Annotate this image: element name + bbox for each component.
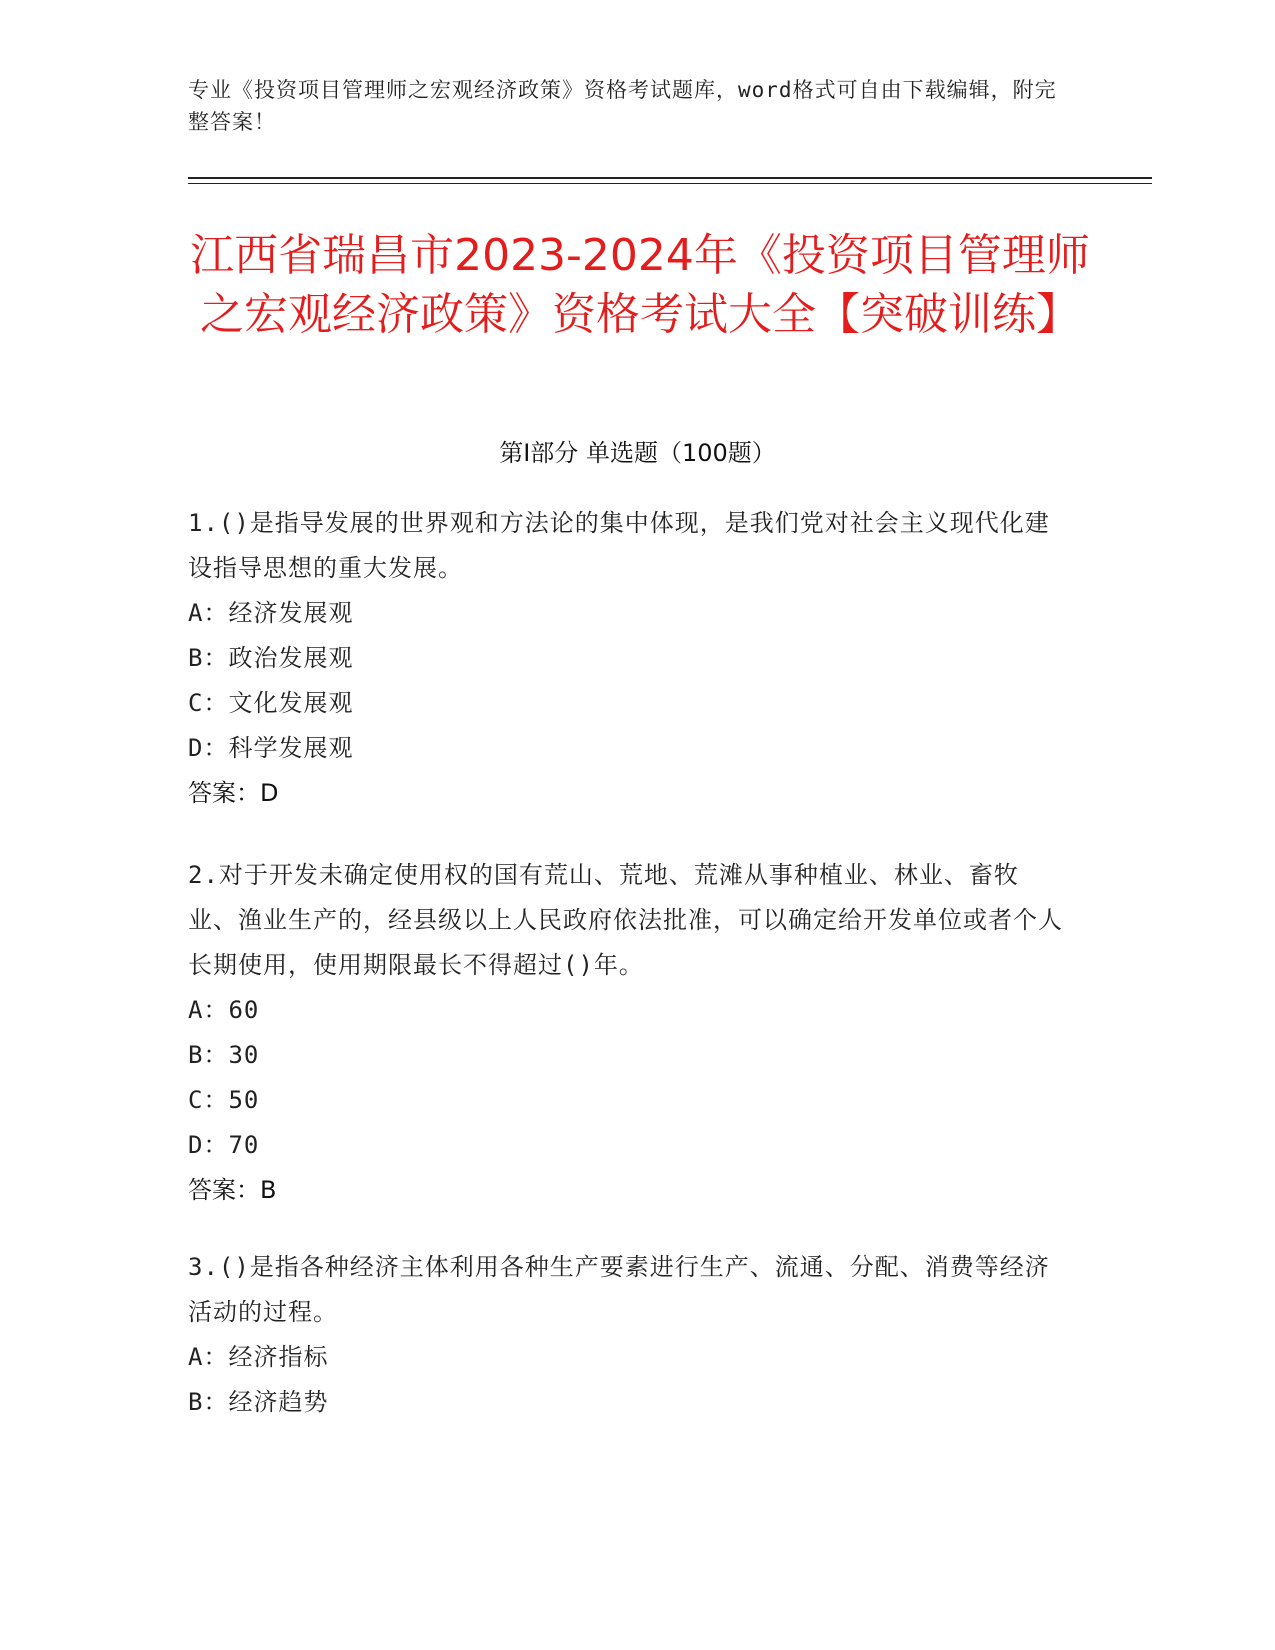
option-b: B：经济趋势: [188, 1388, 329, 1416]
question-3: [188, 1245, 1068, 1425]
option-a: A：经济发展观: [188, 599, 354, 627]
option-c: C：50: [188, 1086, 260, 1114]
option-d: D：科学发展观: [188, 734, 354, 762]
header-divider-thin: [188, 183, 1152, 184]
option-d: D：70: [188, 1131, 260, 1159]
option-a: A：经济指标: [188, 1343, 329, 1371]
question-2: [188, 853, 1068, 1213]
question-stem: 2.对于开发未确定使用权的国有荒山、荒地、荒滩从事种植业、林业、畜牧业、渔业生产的，经县级以上人民政府依法批准，可以确定给开发单位或者个人长期使用，使用期限最长不得超过()年。: [188, 861, 1063, 979]
option-c: C：文化发展观: [188, 689, 354, 717]
option-b: B：30: [188, 1041, 260, 1069]
option-b: B：政治发展观: [188, 644, 354, 672]
question-stem: 1.()是指导发展的世界观和方法论的集中体现，是我们党对社会主义现代化建设指导思想的重大发展。: [188, 509, 1050, 582]
document-title: 江西省瑞昌市2023-2024年《投资项目管理师之宏观经济政策》资格考试大全【突破训练】: [190, 230, 1090, 340]
question-stem: 3.()是指各种经济主体利用各种生产要素进行生产、流通、分配、消费等经济活动的过程。: [188, 1253, 1050, 1326]
option-a: A：60: [188, 996, 260, 1024]
header-divider-thick: [188, 177, 1152, 179]
section-heading: 第Ⅰ部分 单选题（100题）: [499, 439, 776, 467]
answer: 答案：B: [188, 1176, 277, 1204]
answer: 答案：D: [188, 779, 279, 807]
question-1: [188, 501, 1068, 816]
header-note: 专业《投资项目管理师之宏观经济政策》资格考试题库，word格式可自由下载编辑，附完整答案！: [188, 78, 1057, 134]
